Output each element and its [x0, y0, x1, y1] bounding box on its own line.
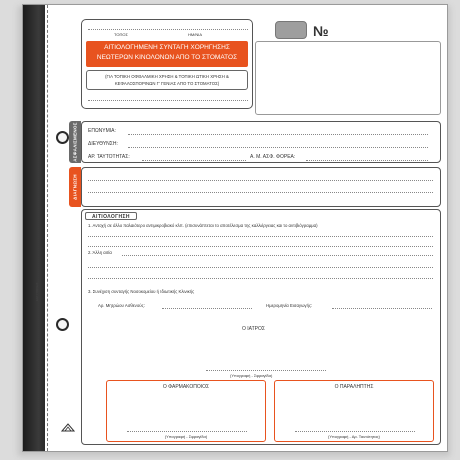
justification-heading: ΑΙΤΙΟΛΟΓΗΣΗ — [92, 214, 130, 220]
pharmacist-box — [106, 380, 266, 442]
insured-box — [81, 121, 441, 163]
doctor-signature-line[interactable] — [206, 370, 326, 371]
reason-2-line-2[interactable] — [88, 267, 433, 268]
publisher-logo-icon — [61, 423, 75, 433]
patient-reg-line[interactable] — [162, 308, 252, 309]
recipient-box — [274, 380, 434, 442]
recipient-signature-line[interactable] — [295, 431, 415, 432]
doctor-signature-label: (Υπογραφή - Σφραγίδα) — [230, 373, 273, 378]
place-label: ΤΟΠΟΣ — [114, 32, 128, 37]
insurance-number-label: Α. Μ. ΑΣΦ. ΦΟΡΕΑ: — [250, 154, 296, 160]
admission-date-label: Ημερομηνία Εισαγωγής: — [266, 303, 313, 308]
title-line-1: ΑΙΤΙΟΛΟΓΗΜΕΝΗ ΣΥΝΤΑΓΗ ΧΟΡΗΓΗΣΗΣ — [104, 44, 230, 51]
header-box — [81, 19, 253, 109]
title-banner — [86, 41, 248, 67]
insured-id-label: ΑΡ. ΤΑΥΤΟΤΗΤΑΣ: — [88, 154, 130, 160]
insured-address-line[interactable] — [128, 147, 428, 148]
punch-hole-bottom — [56, 318, 69, 331]
doctor-label: Ο ΙΑΤΡΟΣ — [242, 326, 266, 332]
insurance-number-line[interactable] — [306, 160, 428, 161]
number-mark: № — [313, 23, 329, 39]
form-page — [22, 4, 448, 452]
side-print-text: ΕΚΤΥΠΩΣΕΙΣ — [35, 282, 39, 301]
justification-heading-box — [85, 212, 137, 220]
reason-2-line-1[interactable] — [122, 255, 433, 256]
header-extra-line — [88, 100, 248, 101]
subtitle-line-2: ΚΕΦΑΛΟΣΠΟΡΙΝΩΝ Γ' ΓΕΝΙΑΣ ΑΠΟ ΤΟ ΣΤΟΜΑΤΟΣ) — [114, 81, 220, 86]
place-date-line — [88, 29, 248, 30]
binding-spine — [23, 5, 45, 451]
reason-1-line-2[interactable] — [88, 246, 433, 247]
subtitle-line-1: (ΓΙΑ ΤΟΠΙΚΗ ΟΦΘΑΛΜΙΚΗ ΧΡΗΣΗ & ΤΟΠΙΚΗ ΩΤΙΚΗ ΧΡΗΣΗ & — [105, 74, 229, 79]
patient-reg-label: Αρ. Μητρώου Ασθενούς: — [98, 303, 145, 308]
reason-1-line-1[interactable] — [88, 236, 433, 237]
recipient-signature-label: (Υπογραφή - Αρ. Ταυτότητας) — [328, 434, 380, 439]
diagnosis-tab — [69, 167, 81, 207]
serial-number-box — [275, 21, 307, 39]
insured-name-label: ΕΠΩΝΥΜΙΑ: — [88, 128, 116, 134]
diagnosis-line-1[interactable] — [88, 180, 433, 181]
justification-box — [81, 209, 441, 445]
diagnosis-tab-label: ΔΙΑΓΝΩΣΗ — [72, 174, 78, 200]
title-line-2: ΝΕΩΤΕΡΩΝ ΚΙΝΟΛΟΝΩΝ ΑΠΟ ΤΟ ΣΤΟΜΑΤΟΣ — [96, 54, 238, 61]
diagnosis-box — [81, 167, 441, 207]
pharmacist-signature-line[interactable] — [127, 431, 247, 432]
date-label: ΗΜ/ΝΙΑ — [188, 32, 202, 37]
insured-address-label: ΔΙΕΥΘΥΝΣΗ: — [88, 141, 118, 147]
perforation-line — [47, 5, 48, 451]
diagnosis-line-2[interactable] — [88, 192, 433, 193]
subtitle-box — [86, 70, 248, 90]
pharmacist-signature-label: (Υπογραφή - Σφραγίδα) — [164, 434, 208, 439]
insured-id-line[interactable] — [142, 160, 246, 161]
insured-tab-label: ΑΣΦΑΛΙΣΜΕΝΟΣ — [72, 122, 78, 162]
insured-tab — [69, 121, 81, 163]
insured-name-line[interactable] — [128, 134, 428, 135]
reason-2-line-3[interactable] — [88, 278, 433, 279]
stamp-area-box — [255, 41, 441, 115]
punch-hole-top — [56, 131, 69, 144]
reason-2-text: 2. Άλλη αιτία — [88, 250, 112, 255]
recipient-title: Ο ΠΑΡΑΛΗΠΤΗΣ — [334, 384, 374, 390]
reason-1-text: 1. Αντοχή σε άλλο παλαιότερο αντιμικροβιακό κλπ. (επισυνάπτεται το αποτέλεσμα της καλλιέργειας και το αντιβιόγραμμα) — [88, 223, 318, 228]
admission-date-line[interactable] — [332, 308, 432, 309]
pharmacist-title: Ο ΦΑΡΜΑΚΟΠΟΙΟΣ — [162, 384, 210, 390]
reason-3-text: 3. Συνέχιση συνταγής Νοσοκομείου ή Ιδιωτικής Κλινικής — [88, 289, 195, 294]
